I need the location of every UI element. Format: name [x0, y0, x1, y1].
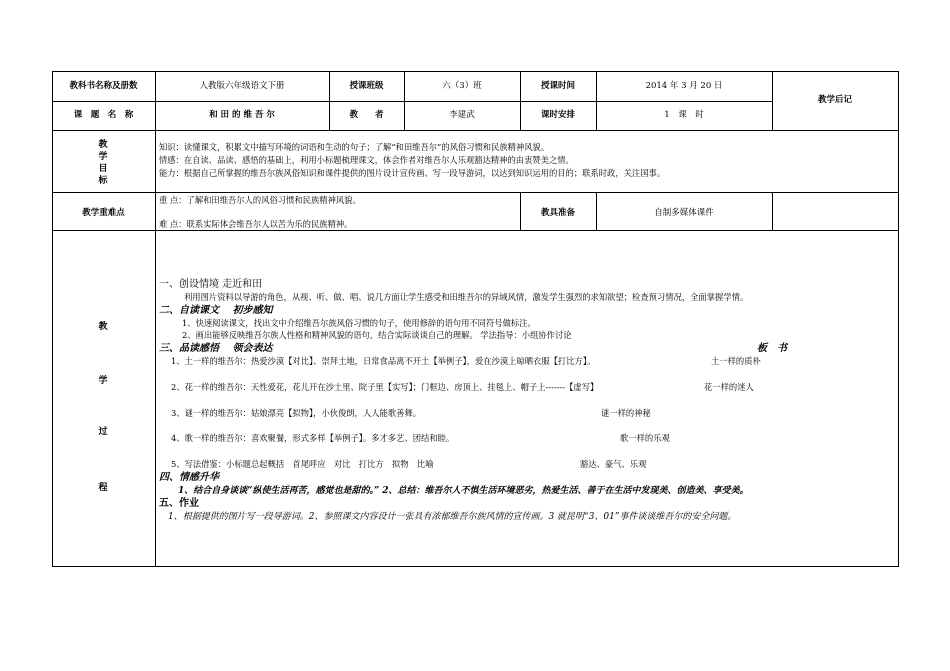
section-4-title: 四、情感升华 — [159, 472, 219, 483]
difficult-point: 难 点：联系实际体会维吾尔人以苦为乐的民族精神。 — [159, 219, 353, 229]
teacher-value: 李建武 — [449, 110, 475, 120]
time-label: 授课时间 — [540, 81, 575, 91]
table-col-divider — [404, 71, 405, 130]
table-row-divider — [52, 101, 772, 102]
afterword-label: 教学后记 — [817, 95, 852, 105]
section-2-line-2: 2、画出能够反映维吾尔族人性格和精神风貌的语句，结合实际谈谈自己的理解。 学法指导：小组协作讨论 — [182, 330, 572, 340]
class-label: 授课班级 — [349, 81, 384, 91]
board-title: 板 书 — [757, 343, 787, 354]
item-1: 1、土一样的维吾尔：热爱沙漠【对比】、崇拜土地，日常食品离不开土【举例子】，爱在沙漠上晾晒衣服【打比方】。 — [171, 356, 596, 366]
goal-ability: 能力：根据自己所掌握的维吾尔族风俗知识和课件提供的图片设计宣传画、写一段导游词，以达到知识运用的目的；联系时政，关注国事。 — [159, 168, 666, 178]
topic-label: 课 题 名 称 — [73, 110, 134, 120]
section-1-body: 利用图片资料以导游的角色，从视、听、做、唱、说几方面让学生感受和田维吾尔的异域风情，激发学生强烈的求知欲望；检查预习情况，全面掌握学情。 — [184, 292, 749, 302]
table-row-divider — [52, 130, 899, 131]
topic-value: 和 田 的 维 吾 尔 — [209, 110, 275, 120]
table-col-divider — [329, 71, 330, 130]
item-4: 4、歌一样的维吾尔：喜欢聚餐，形式多样【举例子】。多才多艺、团结和睦。 — [171, 433, 455, 443]
table-row-divider — [52, 230, 899, 231]
item-2: 2、花一样的维吾尔：天性爱花，花儿开在沙土里、院子里【实写】；门框边、房顶上、挂毯上、帽子上-------【虚写】 — [171, 382, 599, 392]
item-3: 3、谜一样的维吾尔：姑娘漂亮【拟物】，小伙俊朗，人人能歌善舞。 — [171, 408, 422, 418]
tools-value: 自制多媒体课件 — [654, 208, 714, 218]
table-border-left — [52, 71, 53, 567]
goal-knowledge: 知识：读懂课文，积累文中描写环境的词语和生动的句子；了解“和田维吾尔”的风俗习惯和民族精神风貌。 — [159, 142, 550, 152]
section-5-title: 五、作业 — [159, 498, 199, 509]
table-border-right — [898, 71, 899, 567]
table-col-divider — [155, 71, 156, 567]
process-label-2: 学 — [98, 376, 108, 386]
item-5: 5、写法借鉴：小标题总起概括 首尾呼应 对比 打比方 拟物 比喻 — [171, 459, 434, 469]
board-5: 豁达、豪气、乐观 — [580, 459, 647, 469]
section-4-body: 1、结合自身谈谈“纵使生活再苦，感觉也是甜的。” 2、总结：维吾尔人不惧生活环境恶劣，热爱生活、善于在生活中发现美、创造美、享受美。 — [178, 486, 749, 496]
board-3: 谜一样的神秘 — [601, 408, 651, 418]
section-5-body: 1、根据提供的图片写一段导游词。2、参照课文内容设计一张具有浓郁维吾尔族风情的宣传画。3 就昆明“3、01”事件谈谈维吾尔的安全问题。 — [168, 512, 737, 522]
table-border-bottom — [52, 566, 899, 567]
schedule-label: 课时安排 — [540, 110, 575, 120]
book-value: 人教版六年级语文下册 — [199, 81, 285, 91]
goals-label: 教 学 目 标 — [98, 140, 108, 186]
board-2: 花一样的迷人 — [704, 382, 754, 392]
section-1-title: 一、创设情境 走近和田 — [159, 279, 263, 290]
time-value: 2014 年 3 月 20 日 — [645, 81, 723, 91]
section-2-title: 二、自读课文 初步感知 — [159, 305, 273, 316]
board-4: 歌一样的乐观 — [620, 433, 670, 443]
teacher-label: 教 者 — [349, 110, 384, 120]
goal-emotion: 情感：在自读、品读、感悟的基础上，利用小标题梳理课文，体会作者对维吾尔人乐观豁达精神的由衷赞美之情。 — [159, 155, 574, 165]
process-label-4: 程 — [98, 483, 108, 493]
process-label-3: 过 — [98, 427, 108, 437]
book-label: 教科书名称及册数 — [69, 81, 138, 91]
section-3-title: 三、品读感悟 领会表达 — [159, 343, 273, 354]
board-1: 土一样的质朴 — [711, 356, 761, 366]
class-value: 六（3）班 — [442, 81, 482, 91]
lesson-plan-table — [52, 71, 899, 567]
table-col-divider — [520, 71, 521, 130]
tools-label: 教具准备 — [540, 208, 575, 218]
section-2-line-1: 1、快速阅读课文，找出文中介绍维吾尔族风俗习惯的句子，使用修辞的语句用不同符号做标注。 — [182, 318, 536, 328]
table-col-divider — [596, 71, 597, 130]
key-point: 重 点：了解和田维吾尔人的风俗习惯和民族精神风貌。 — [159, 195, 361, 205]
table-col-divider — [772, 192, 773, 230]
keypoints-label: 教学重难点 — [82, 208, 125, 218]
schedule-value: 1 课 时 — [664, 110, 704, 120]
process-label-1: 教 — [98, 322, 108, 332]
